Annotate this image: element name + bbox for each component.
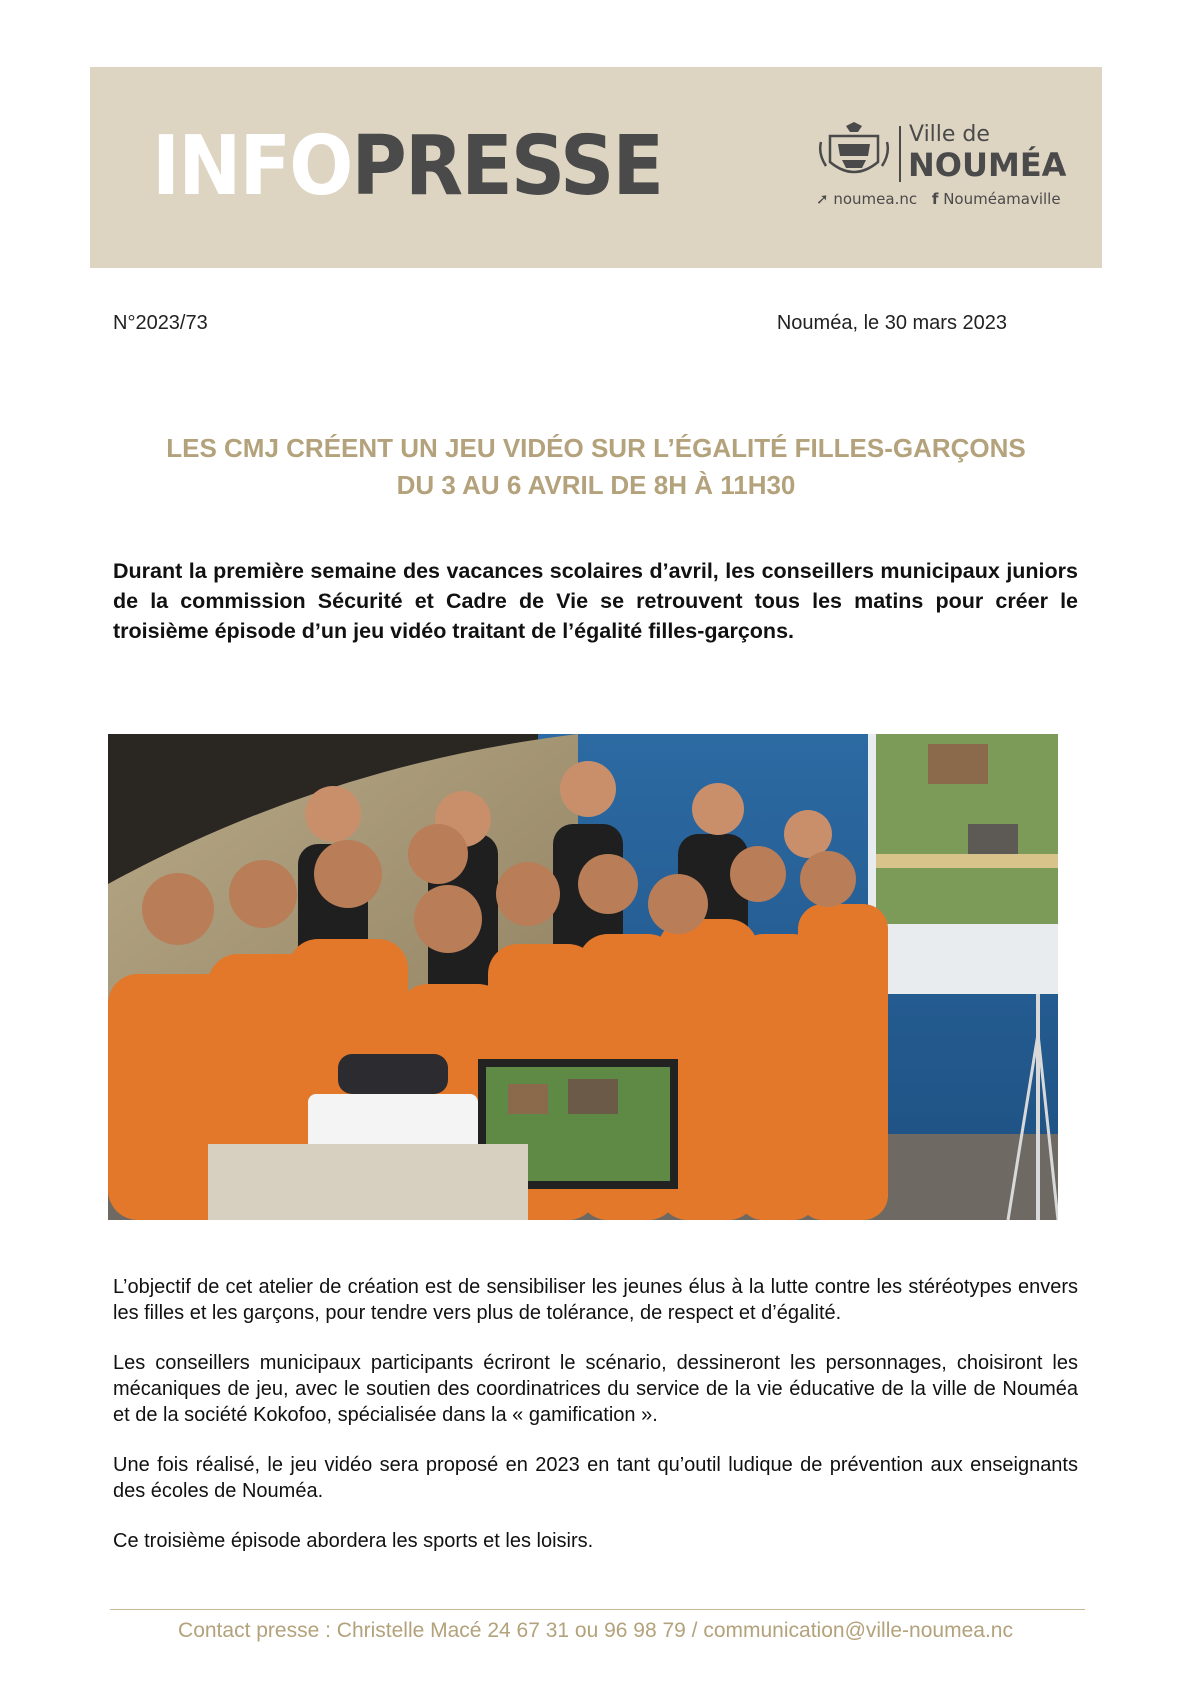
infopresse-wordmark <box>152 119 663 214</box>
body-paragraph-4: Ce troisième épisode abordera les sports et les loisirs. <box>113 1530 594 1552</box>
lead-paragraph: Durant la première semaine des vacances scolaires d’avril, les conseillers municipaux juniors de la commission Sécurité et Cadre de Vie se retrouvent tous les matins pour créer le troisième épisode d’un jeu vidéo traitant de l’égalité filles-garçons. <box>113 559 1078 643</box>
social-links <box>816 190 1061 208</box>
headline <box>100 430 1092 504</box>
facebook-icon: f <box>931 190 939 208</box>
web-link[interactable]: noumea.nc <box>833 190 918 208</box>
brand-info: INFO <box>152 119 352 214</box>
place-date: Nouméa, le 30 mars 2023 <box>776 312 1007 334</box>
logo-divider <box>899 126 901 182</box>
brand-presse: PRESSE <box>351 119 663 214</box>
logo-ville-de: Ville de <box>909 122 990 147</box>
ville-de-noumea-logo <box>816 122 1067 212</box>
footer-contact: Contact presse : Christelle Macé 24 67 31 ou 96 98 79 / communication@ville-noumea.nc <box>178 1619 1013 1642</box>
footer-divider <box>110 1609 1085 1610</box>
body-paragraph-1: L’objectif de cet atelier de création est de sensibiliser les jeunes élus à la lutte contre les stéréotypes envers les filles et les garçons, pour tendre vers plus de tolérance, de respect et d’égalité. <box>113 1276 1078 1324</box>
facebook-link[interactable]: Nouméamaville <box>943 190 1061 208</box>
release-number: N°2023/73 <box>113 312 208 334</box>
arrow-icon: ➚ <box>816 190 829 208</box>
logo-noumea: NOUMÉA <box>908 146 1067 184</box>
headline-line1: LES CMJ CRÉENT UN JEU VIDÉO SUR L’ÉGALITÉ FILLES-GARÇONS <box>166 433 1026 463</box>
group-photo <box>108 734 1058 1220</box>
header-banner <box>90 67 1102 268</box>
body-paragraph-3: Une fois réalisé, le jeu vidéo sera proposé en 2023 en tant qu’outil ludique de prévention aux enseignants des écoles de Nouméa. <box>113 1454 1078 1502</box>
city-seal-icon <box>816 122 892 184</box>
body-paragraph-2: Les conseillers municipaux participants écriront le scénario, dessineront les personnages, choisiront les mécaniques de jeu, avec le soutien des coordinatrices du service de la vie éducative de la ville de Nouméa et de la société Kokofoo, spécialisée dans la « gamification ». <box>113 1352 1078 1426</box>
headline-line2: DU 3 AU 6 AVRIL DE 8H À 11H30 <box>396 470 796 500</box>
